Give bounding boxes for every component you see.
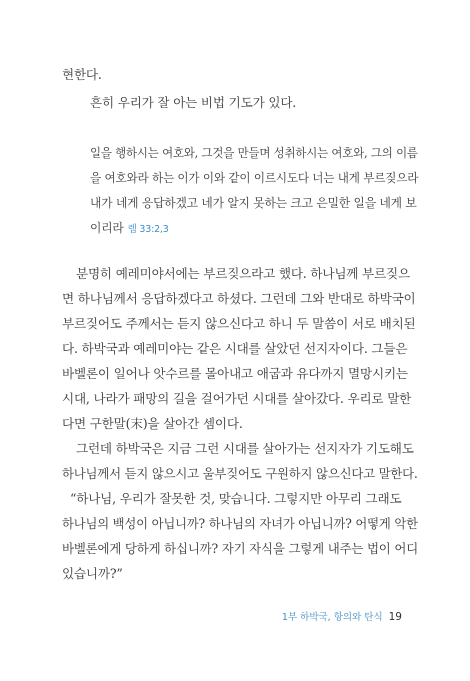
scripture-reference: 렘 33:2,3 [127,224,169,235]
text-line: 그런데 하박국은 지금 그런 시대를 살아가는 선지자가 기도해도 [76,441,414,456]
text-line: 하나님께서 듣지 않으시고 울부짖어도 구원하지 않으신다고 말한다. [62,466,418,481]
text-line: 하나님의 백성이 아닙니까? 하나님의 자녀가 아닙니까? 어떻게 악한 [62,516,418,531]
text-line: 다면 구한말(末)을 살아간 셈이다. [62,416,243,431]
text-line: 부르짖어도 주께서는 듣지 않으신다고 하니 두 말씀이 서로 배치된 [62,316,416,331]
text-line: 바벨론에게 당하게 하십니까? 자기 자식을 그렇게 내주는 법이 어디 [62,541,419,556]
text-line: 바벨론이 일어나 앗수르를 몰아내고 애굽과 유다까지 멸망시키는 [62,366,408,381]
page-footer [282,609,402,623]
text-line: 분명히 예레미야서에는 부르짖으라고 했다. 하나님께 부르짖으 [76,266,410,281]
quote-line: 을 여호와라 하는 이가 이와 같이 이르시도다 너는 내게 부르짖으라 [90,171,419,185]
quote-line: 내가 네게 응답하겠고 네가 알지 못하는 크고 은밀한 일을 네게 보 [90,196,417,210]
text-line: 면 하나님께서 응답하겠다고 하셨다. 그런데 그와 반대로 하박국이 [62,291,416,306]
quote-line [90,220,169,238]
text-line: 시대, 나라가 패망의 길을 걸어가던 시대를 살아갔다. 우리로 말한 [62,391,412,406]
page-number: 19 [388,611,402,623]
quote-line-text: 이리라 [90,221,124,235]
text-line: 현한다. [62,67,102,82]
text-line: “하나님, 우리가 잘못한 것, 맞습니다. 그렇지만 아무리 그래도 [70,491,402,506]
text-line: 다. 하박국과 예레미야는 같은 시대를 살았던 선지자이다. 그들은 [62,341,408,356]
text-line: 흔히 우리가 잘 아는 비법 기도가 있다. [90,95,297,110]
chapter-title: 1부 하박국, 항의와 탄식 [281,612,383,623]
text-line: 있습니까?” [62,566,123,581]
quote-line: 일을 행하시는 여호와, 그것을 만들며 성취하시는 여호와, 그의 이름 [90,146,418,160]
